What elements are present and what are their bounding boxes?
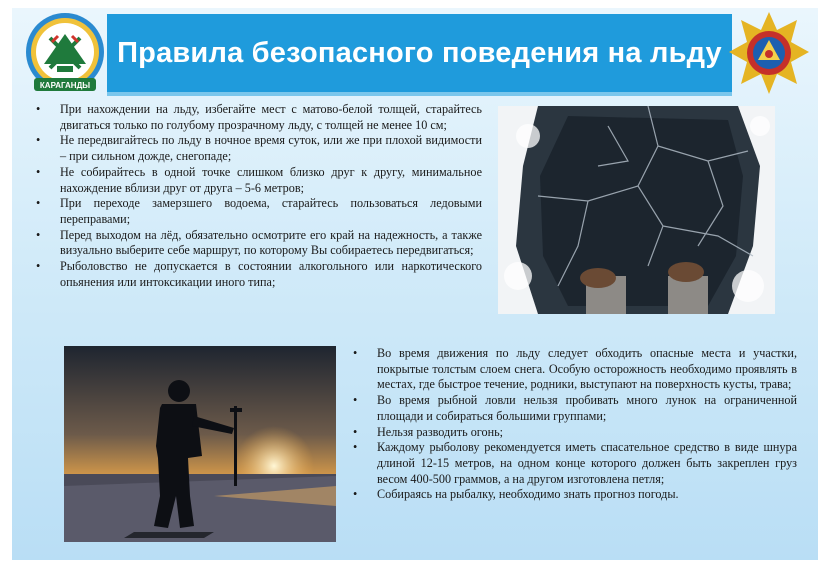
list-item: • Перед выходом на лёд, обязательно осмотрите его край на надежность, а также визуально выберите себе маршрут, по которому Вы собираетесь передвигаться;: [30, 228, 482, 259]
list-item: • Собираясь на рыбалку, необходимо знать прогноз погоды.: [347, 487, 797, 503]
safety-rules-bottom-list: [347, 346, 797, 503]
header-bar: [107, 14, 732, 96]
photo-ice-fisherman-sunset: [64, 346, 336, 542]
list-item: • Во время движения по льду следует обходить опасные места и участки, покрытые толстым слоем снега. Особую осторожность необходимо проявлять в местах, где быстрое течение, родники, выступают на поверхность кусты, трава;: [347, 346, 797, 393]
list-item: • При переходе замерзшего водоема, старайтесь пользоваться ледовыми переправами;: [30, 196, 482, 227]
list-item: • Рыболовство не допускается в состоянии алкогольного или наркотического опьянения или интоксикации иного типа;: [30, 259, 482, 290]
page-title: Правила безопасного поведения на льду: [117, 36, 722, 69]
list-item: • Не собирайтесь в одной точке слишком близко друг к другу, минимальное нахождение вблизи друг от друга – 5-6 метров;: [30, 165, 482, 196]
safety-rules-top-list: [30, 102, 482, 290]
slide: [12, 8, 818, 560]
list-item: • Нельзя разводить огонь;: [347, 425, 797, 441]
logo-left-label: КАРАГАНДЫ: [39, 81, 91, 90]
list-item: • Во время рыбной ловли нельзя пробивать много лунок на ограниченной площади и собираться большими группами;: [347, 393, 797, 424]
list-item: • Каждому рыболову рекомендуется иметь спасательное средство в виде шнура длиной 12-15 метров, на одном конце которого должен быть закреплен груз весом 400-500 граммов, а на другом изготовлена петля;: [347, 440, 797, 487]
emergency-service-star-icon: [727, 10, 811, 96]
karaganda-emblem-icon: [24, 8, 106, 98]
list-item: • Не передвигайтесь по льду в ночное время суток, или же при плохой видимости – при сильном дожде, снегопаде;: [30, 133, 482, 164]
list-item: • При нахождении на льду, избегайте мест с матово-белой толщей, старайтесь двигаться только по голубому прозрачному льду, с толщей не менее 10 см;: [30, 102, 482, 133]
photo-cracked-ice: [498, 106, 775, 314]
